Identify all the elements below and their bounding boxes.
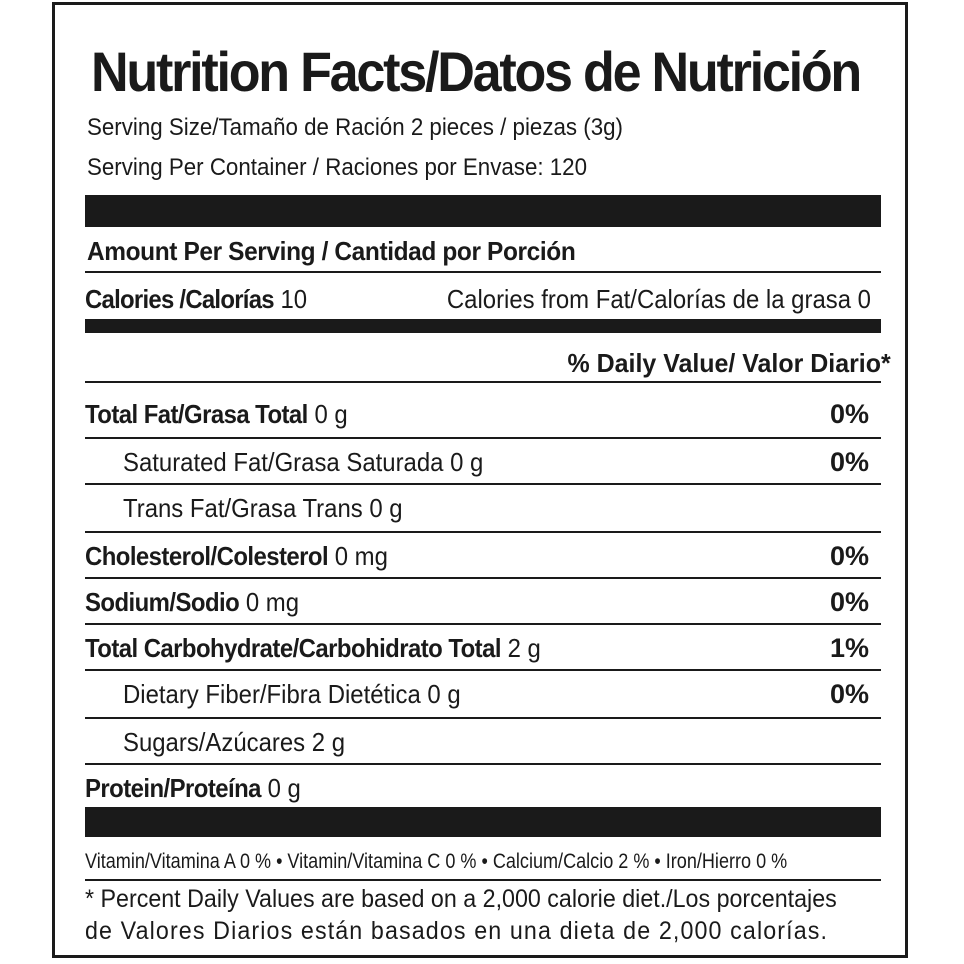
nutrient-daily-value: 0% <box>829 447 869 477</box>
nutrient-daily-value: 1% <box>829 633 869 663</box>
nutrient-row-trans-fat <box>85 485 881 531</box>
daily-value-header: % Daily Value/ Valor Diario* <box>567 348 891 378</box>
nutrient-label: Total Carbohydrate/Carbohidrato Total <box>85 633 501 663</box>
divider <box>85 271 881 273</box>
nutrient-amount: 0 g <box>267 773 301 803</box>
nutrient-row-protein <box>85 765 881 811</box>
nutrient-label: Sodium/Sodio <box>85 587 240 617</box>
nutrient-daily-value: 0% <box>829 399 869 429</box>
vitamins-minerals: Vitamin/Vitamina A 0 % • Vitamin/Vitamina C 0 % • Calcium/Calcio 2 % • Iron/Hierro 0 % <box>85 850 788 873</box>
serving-size: Serving Size/Tamaño de Ración 2 pieces / piezas (3g) <box>87 114 623 141</box>
calories-row <box>85 279 881 319</box>
footnote-line: * Percent Daily Values are based on a 2,000 calorie diet./Los porcentajes <box>85 885 837 913</box>
nutrient-amount: 0 mg <box>245 587 300 617</box>
calories-from-fat: Calories from Fat/Calorías de la grasa 0 <box>446 284 871 314</box>
nutrient-label: Dietary Fiber/Fibra Dietética 0 g <box>123 679 461 709</box>
nutrient-label: Sugars/Azúcares 2 g <box>123 727 346 757</box>
calories <box>85 283 307 315</box>
nutrient-row-total-fat <box>85 391 881 437</box>
nutrition-label <box>52 2 908 958</box>
divider <box>85 381 881 383</box>
footnote <box>85 883 881 947</box>
nutrient-daily-value: 0% <box>829 541 869 571</box>
nutrient-label: Saturated Fat/Grasa Saturada 0 g <box>123 447 484 477</box>
calories-label: Calories /Calorías <box>85 284 274 314</box>
thick-divider <box>85 807 881 837</box>
nutrient-row-sugars <box>85 719 881 765</box>
medium-divider <box>85 319 881 333</box>
nutrient-amount: 0 mg <box>334 541 388 571</box>
nutrient-label: Trans Fat/Grasa Trans 0 g <box>123 493 403 523</box>
nutrient-row-total-carbohydrate <box>85 625 881 671</box>
divider <box>85 879 881 881</box>
servings-per-container: Serving Per Container / Raciones por Envase: 120 <box>87 154 588 181</box>
nutrient-amount: 0 g <box>314 399 348 429</box>
nutrient-row-sodium <box>85 579 881 625</box>
nutrient-row-cholesterol <box>85 533 881 579</box>
nutrient-amount: 2 g <box>507 633 541 663</box>
nutrient-row-dietary-fiber <box>85 671 881 717</box>
nutrient-label: Total Fat/Grasa Total <box>85 399 308 429</box>
label-title: Nutrition Facts/Datos de Nutrición <box>91 40 861 103</box>
amount-per-serving: Amount Per Serving / Cantidad por Porción <box>87 236 576 266</box>
thick-divider <box>85 195 881 227</box>
nutrient-label: Cholesterol/Colesterol <box>85 541 329 571</box>
calories-value: 10 <box>280 284 308 314</box>
footnote-line: de Valores Diarios están basados en una dieta de 2,000 calorías. <box>85 917 829 945</box>
nutrient-daily-value: 0% <box>829 679 869 709</box>
nutrient-label: Protein/Proteína <box>85 773 261 803</box>
nutrient-row-saturated-fat <box>85 439 881 485</box>
nutrient-daily-value: 0% <box>829 587 869 617</box>
